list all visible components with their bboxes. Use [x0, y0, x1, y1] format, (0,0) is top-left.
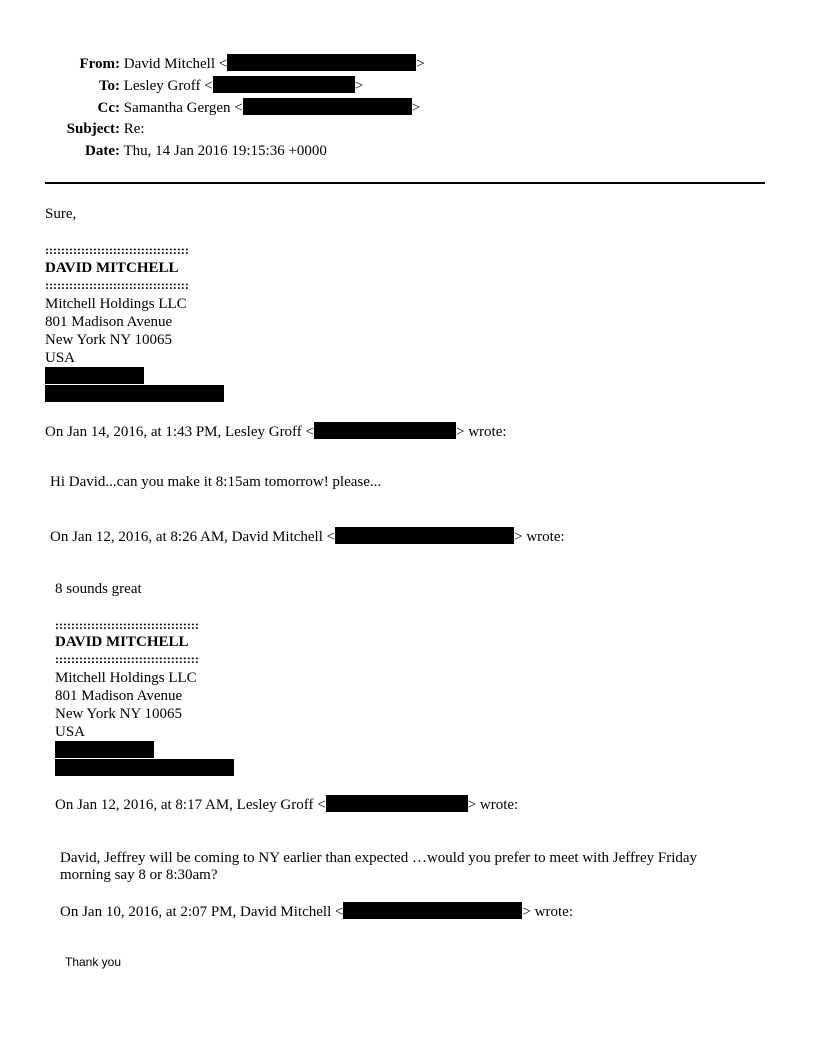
signature-company: Mitchell Holdings LLC: [45, 296, 187, 312]
redacted-email: [314, 422, 456, 439]
signature-city: New York NY 10065: [45, 332, 172, 348]
quote-intro-text: On Jan 12, 2016, at 8:26 AM, David Mitchell <: [50, 529, 336, 545]
quote-intro: [60, 902, 573, 921]
quote-text-line1: David, Jeffrey will be coming to NY earlier than expected …would you prefer to meet with Jeffrey Friday: [60, 850, 698, 866]
redacted-email: [335, 527, 514, 544]
header-cc: [0, 98, 420, 117]
header-to: [0, 76, 363, 95]
quote-intro-wrote: > wrote:: [514, 529, 565, 545]
signature-country: USA: [55, 724, 86, 740]
quote-intro-text: On Jan 14, 2016, at 1:43 PM, Lesley Groff <: [45, 424, 314, 440]
quote-intro-wrote: > wrote:: [522, 904, 573, 920]
to-name: Lesley Groff <: [123, 78, 213, 94]
redacted-email: [55, 759, 234, 776]
quote-intro-wrote: > wrote:: [456, 424, 507, 440]
cc-close: >: [411, 100, 421, 116]
signature-country: USA: [45, 350, 76, 366]
date-value: Thu, 14 Jan 2016 19:15:36 +0000: [123, 143, 327, 159]
quote-intro: [50, 527, 565, 546]
signature-street: 801 Madison Avenue: [55, 688, 183, 704]
cc-name: Samantha Gergen <: [123, 100, 243, 116]
redacted-email: [213, 76, 355, 93]
header-from: [0, 54, 425, 73]
redacted-email: [326, 795, 468, 812]
signature-street: 801 Madison Avenue: [45, 314, 173, 330]
signature-city: New York NY 10065: [55, 706, 182, 722]
subject-value: Re:: [123, 121, 145, 137]
header-date: [0, 142, 327, 160]
redacted-phone: [55, 741, 154, 758]
from-label: From:: [79, 56, 120, 72]
redacted-email: [45, 385, 224, 402]
redacted-email: [343, 902, 522, 919]
redacted-email: [227, 54, 416, 71]
header-divider: [45, 182, 765, 184]
quote-intro-text: On Jan 12, 2016, at 8:17 AM, Lesley Groff <: [55, 797, 326, 813]
redacted-email: [243, 98, 412, 115]
signature-company: Mitchell Holdings LLC: [55, 670, 197, 686]
quote-text: Hi David...can you make it 8:15am tomorrow! please...: [50, 474, 382, 490]
header-subject: [0, 120, 145, 138]
quote-intro: [55, 795, 518, 814]
quote-intro-wrote: > wrote:: [467, 797, 519, 813]
quote-text-line2: morning say 8 or 8:30am?: [60, 867, 218, 883]
signature-dots: ::::::::::::::::::::::::::::::::::::: [45, 278, 189, 292]
cc-label: Cc:: [97, 100, 120, 116]
quote-intro: [45, 422, 507, 441]
signature-dots: ::::::::::::::::::::::::::::::::::::: [55, 618, 199, 632]
to-close: >: [354, 78, 364, 94]
signature-name: DAVID MITCHELL: [55, 634, 189, 650]
subject-label: Subject:: [66, 121, 120, 137]
from-name: David Mitchell <: [123, 56, 228, 72]
quote-intro-text: On Jan 10, 2016, at 2:07 PM, David Mitchell <: [60, 904, 344, 920]
from-close: >: [416, 56, 425, 72]
signature-dots: ::::::::::::::::::::::::::::::::::::: [55, 652, 199, 666]
greeting: Sure,: [45, 206, 77, 222]
to-label: To:: [98, 78, 120, 94]
signature-dots: ::::::::::::::::::::::::::::::::::::: [45, 243, 189, 257]
date-label: Date:: [85, 143, 120, 159]
signature-name: DAVID MITCHELL: [45, 260, 179, 276]
quote-text: 8 sounds great: [55, 581, 142, 597]
quote-text: Thank you: [65, 955, 122, 969]
redacted-phone: [45, 367, 144, 384]
